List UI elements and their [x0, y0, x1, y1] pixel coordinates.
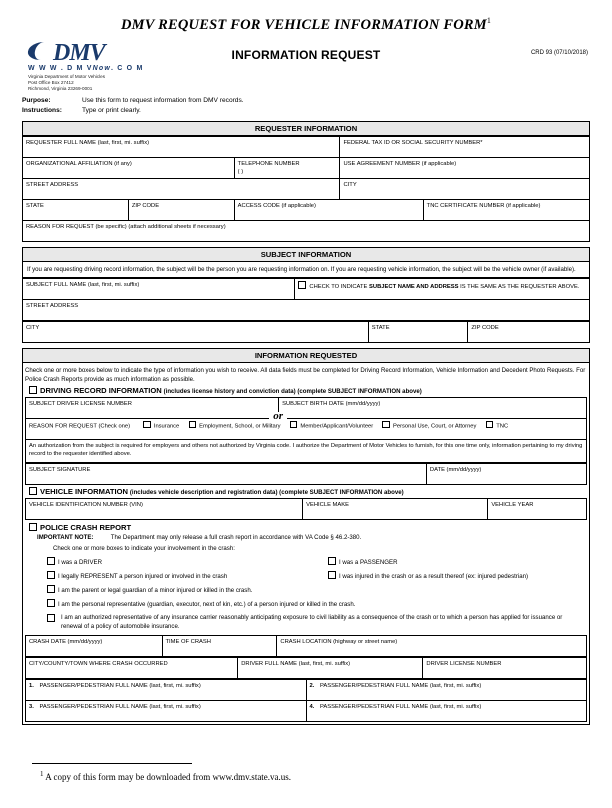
subject-table	[22, 278, 590, 321]
crash-involvement-row-1	[25, 555, 587, 569]
field-subject-full-name[interactable]: SUBJECT FULL NAME (last, first, mi. suffix)	[23, 278, 295, 299]
field-city-county-town[interactable]: CITY/COUNTY/TOWN WHERE CRASH OCCURRED	[26, 657, 238, 678]
driving-record-signature-table	[25, 463, 587, 485]
injured-checkbox-icon[interactable]	[328, 571, 336, 579]
purpose-text: Use this form to request information from DMV records.	[82, 96, 244, 104]
field-vehicle-make[interactable]: VEHICLE MAKE	[303, 498, 488, 519]
driver-checkbox-icon[interactable]	[47, 557, 55, 565]
field-subject-signature-date[interactable]: DATE (mm/dd/yyyy)	[426, 463, 586, 484]
crash-check-instruction: Check one or more boxes to indicate your involvement in the crash:	[53, 544, 235, 552]
logo-website: W W W . D M VNow. C O M	[28, 64, 144, 72]
crash-checkbox-passenger[interactable]: I was a PASSENGER	[306, 555, 587, 569]
crash-detail-table	[25, 635, 587, 657]
insurance-representative-checkbox-icon[interactable]	[47, 614, 55, 622]
crash-checkbox-represent[interactable]: I legally REPRESENT a person injured or involved in the crash	[25, 569, 306, 583]
subject-city-table	[22, 321, 590, 343]
center-heading: INFORMATION REQUEST	[231, 47, 381, 62]
instructions-label: Instructions:	[22, 106, 62, 114]
field-crash-driver-full-name[interactable]: DRIVER FULL NAME (last, first, mi. suffix)	[238, 657, 423, 678]
information-requested-section-header: INFORMATION REQUESTED	[22, 348, 590, 363]
agency-address: Virginia Department of Motor Vehicles Post Office Box 27412 Richmond, Virginia 23269-0001	[28, 73, 106, 91]
requester-table	[22, 136, 590, 242]
passenger-checkbox-icon[interactable]	[328, 557, 336, 565]
crash-checkbox-injured[interactable]: I was injured in the crash or as a result thereof (ex: injured pedestrian)	[306, 569, 587, 583]
form-number: CRD 93 (07/10/2018)	[530, 49, 588, 56]
field-crash-location[interactable]: CRASH LOCATION (highway or street name)	[277, 635, 587, 656]
subject-section-header: SUBJECT INFORMATION	[22, 247, 590, 262]
field-passenger-3[interactable]: 3. PASSENGER/PEDESTRIAN FULL NAME (last, first, mi. suffix)	[26, 700, 307, 721]
driving-record-authorization-text: An authorization from the subject is required for employers and others not authorized by Virginia code. I authorize the Department of Motor Vehicles to furnish, for this one time only, information pertaining to my driving record to the requester identified above.	[26, 439, 587, 462]
field-requester-state[interactable]: STATE	[23, 199, 129, 220]
page-title-text: DMV REQUEST FOR VEHICLE INFORMATION FORM	[120, 16, 487, 33]
crash-involvement-row-2	[25, 569, 587, 583]
field-requester-city[interactable]: CITY	[340, 178, 590, 199]
footnote	[40, 770, 291, 782]
field-passenger-4[interactable]: 4. PASSENGER/PEDESTRIAN FULL NAME (last, first, mi. suffix)	[306, 700, 587, 721]
requester-section-header: REQUESTER INFORMATION	[22, 121, 590, 136]
instructions-text: Type or print clearly.	[82, 106, 141, 114]
page-title	[22, 16, 590, 34]
personal-representative-checkbox-icon[interactable]	[47, 599, 55, 607]
passenger-pedestrian-table	[25, 679, 587, 722]
same-as-requester-checkbox-icon[interactable]	[298, 281, 306, 289]
field-tnc-certificate-number[interactable]: TNC CERTIFICATE NUMBER (if applicable)	[423, 199, 589, 220]
crash-important-note: IMPORTANT NOTE: The Department may only release a full crash report in accordance with VA Code § 46.2-380.	[37, 533, 362, 541]
field-crash-date[interactable]: CRASH DATE (mm/dd/yyyy)	[26, 635, 163, 656]
page-title-footnote-marker: 1	[486, 16, 492, 25]
reason-member-checkbox-icon[interactable]	[290, 421, 298, 429]
vehicle-information-block: VEHICLE INFORMATION (includes vehicle description and registration data) (complete SUBJECT INFORMATION above) VEHICLE IDENTIFICATION NUMBER (VIN) VEHICLE MAKE VEHICLE YEAR	[23, 485, 589, 520]
driving-record-checkbox-icon[interactable]	[29, 386, 37, 394]
crash-checkbox-personal-representative[interactable]: I am the personal representative (guardian, executor, next of kin, etc.) of a person injured or killed in the crash.	[25, 597, 587, 611]
field-vehicle-year[interactable]: VEHICLE YEAR	[488, 498, 587, 519]
vehicle-information-checkbox-icon[interactable]	[29, 487, 37, 495]
field-crash-driver-license-number[interactable]: DRIVER LICENSE NUMBER	[423, 657, 587, 678]
crash-report-checkbox-icon[interactable]	[29, 523, 37, 531]
field-requester-full-name[interactable]: REQUESTER FULL NAME (last, first, mi. suffix)	[23, 136, 340, 157]
checkbox-same-as-requester[interactable]: CHECK TO INDICATE SUBJECT NAME AND ADDRESS IS THE SAME AS THE REQUESTER ABOVE.	[295, 278, 590, 299]
field-subject-birth-date[interactable]: SUBJECT BIRTH DATE (mm/dd/yyyy)	[279, 397, 587, 418]
field-requester-street-address[interactable]: STREET ADDRESS	[23, 178, 340, 199]
instructions-block	[22, 96, 590, 116]
footnote-marker: 1	[40, 770, 44, 778]
information-requested-body	[22, 363, 590, 725]
field-subject-state[interactable]: STATE	[368, 321, 468, 342]
footnote-text: A copy of this form may be downloaded from www.dmv.state.va.us.	[45, 772, 292, 782]
reason-employment-checkbox-icon[interactable]	[189, 421, 197, 429]
field-subject-street-address[interactable]: STREET ADDRESS	[23, 299, 590, 320]
field-reason-for-request[interactable]: REASON FOR REQUEST (be specific) (attach additional sheets if necessary)	[23, 220, 590, 241]
field-time-of-crash[interactable]: TIME OF CRASH	[162, 635, 277, 656]
purpose-label: Purpose:	[22, 96, 51, 104]
field-telephone-number[interactable]: TELEPHONE NUMBER ( )	[234, 157, 340, 178]
field-passenger-2[interactable]: 2. PASSENGER/PEDESTRIAN FULL NAME (last, first, mi. suffix)	[306, 679, 587, 700]
field-subject-city[interactable]: CITY	[23, 321, 369, 342]
field-subject-driver-license-number[interactable]: SUBJECT DRIVER LICENSE NUMBER or	[26, 397, 279, 418]
footnote-divider	[32, 763, 192, 764]
document-header	[22, 38, 590, 94]
crash-driver-table	[25, 657, 587, 679]
reason-tnc-checkbox-icon[interactable]	[486, 421, 494, 429]
crash-report-block: POLICE CRASH REPORT IMPORTANT NOTE: The Department may only release a full crash report in accordance with VA Code § 46.2-380. Check one or more boxes to indicate your involvement in the crash: I was a DRIVER I was a PASSENGER I legally REPRESENT a person injured or involved in the crash I was injured in the crash or as a result thereof (ex: injured pedestrian) I am the parent or legal guardian of a minor injured or killed in the crash. I am the personal representative (guardian, executor, next of kin, etc.) of a person injured or killed in the crash. I am an authorized representative of any insurance carrier reasonably anticipating exposure to civil liability as a consequence of the crash or to which a person has applied for issuance or renewal of a policy of automobile insurance. CRASH DATE (mm/dd/yyyy) TIME OF CRASH CRASH LOCATION (highway or street name) CITY/COUNTY/TOWN WHERE CRASH OCCURRED DRIVER FULL NAME (last, first, mi. suffix) DRIVER LICENSE NUMBER 1. PASSENGER/PEDESTRIAN FULL NAME (last, first, mi. suffix) 2. PASSENGER/PEDESTRIAN FULL NAME (last, first, mi. suffix) 3. PASSENGER/PEDESTRIAN FULL NAME (last, first, mi. suffix) 4. PASSENGER/PEDESTRIAN FULL NAME (last, first, mi. suffix)	[23, 520, 589, 724]
information-requested-intro: Check one or more boxes below to indicate the type of information you wish to receive. All data fields must be completed for Driving Record Information, Vehicle Information and Decedent Photo Requests. For Police Crash Reports provide as much information as possible.	[25, 366, 586, 383]
reason-insurance-checkbox-icon[interactable]	[143, 421, 151, 429]
driving-record-block: DRIVING RECORD INFORMATION (includes license history and conviction data) (complete SUBJECT INFORMATION above) SUBJECT DRIVER LICENSE NUMBER or SUBJECT BIRTH DATE (mm/dd/yyyy) REASON FOR REQUEST (Check one) Insurance Employment, School, or Military Member/Applicant/Volunteer Personal Use, Court, or Attorney TNC An authorization from the subject is required for employers and others not authorized by Virginia code. I authorize the Department of Motor Vehicles to furnish, for this one time only, information pertaining to my driving record to the requester identified above. SUBJECT SIGNATURE DATE (mm/dd/yyyy)	[23, 386, 589, 485]
field-requester-zip[interactable]: ZIP CODE	[128, 199, 234, 220]
field-org-affiliation[interactable]: ORGANIZATIONAL AFFILIATION (if any)	[23, 157, 235, 178]
parent-guardian-checkbox-icon[interactable]	[47, 585, 55, 593]
crash-checkbox-parent-guardian[interactable]: I am the parent or legal guardian of a minor injured or killed in the crash.	[25, 583, 587, 597]
field-access-code[interactable]: ACCESS CODE (if applicable)	[234, 199, 423, 220]
crash-checkbox-driver[interactable]: I was a DRIVER	[25, 555, 306, 569]
field-subject-signature[interactable]: SUBJECT SIGNATURE	[26, 463, 427, 484]
logo-brand-text: DMV	[53, 39, 105, 66]
crash-checkbox-insurance-representative[interactable]: I am an authorized representative of any insurance carrier reasonably anticipating exposure to civil liability as a consequence of the crash or to which a person has applied for issuance or renewal of a policy of automobile insurance.	[25, 611, 587, 633]
subject-note: If you are requesting driving record information, the subject will be the person you are requesting information on. If you are requesting vehicle information, the subject will be the vehicle owner (if available).	[22, 262, 590, 278]
field-passenger-1[interactable]: 1. PASSENGER/PEDESTRIAN FULL NAME (last, first, mi. suffix)	[26, 679, 307, 700]
field-use-agreement-number[interactable]: USE AGREEMENT NUMBER (if applicable)	[340, 157, 590, 178]
vehicle-table	[25, 498, 587, 520]
reason-personal-use-checkbox-icon[interactable]	[382, 421, 390, 429]
reason-for-request-options[interactable]: REASON FOR REQUEST (Check one) Insurance Employment, School, or Military Member/Applicant/Volunteer Personal Use, Court, or Attorney TNC	[26, 418, 587, 439]
field-subject-zip[interactable]: ZIP CODE	[468, 321, 590, 342]
field-vin[interactable]: VEHICLE IDENTIFICATION NUMBER (VIN)	[26, 498, 303, 519]
represent-checkbox-icon[interactable]	[47, 571, 55, 579]
or-separator: or	[269, 412, 287, 420]
driving-record-table	[25, 397, 587, 463]
field-federal-tax-id[interactable]: FEDERAL TAX ID OR SOCIAL SECURITY NUMBER*	[340, 136, 590, 157]
